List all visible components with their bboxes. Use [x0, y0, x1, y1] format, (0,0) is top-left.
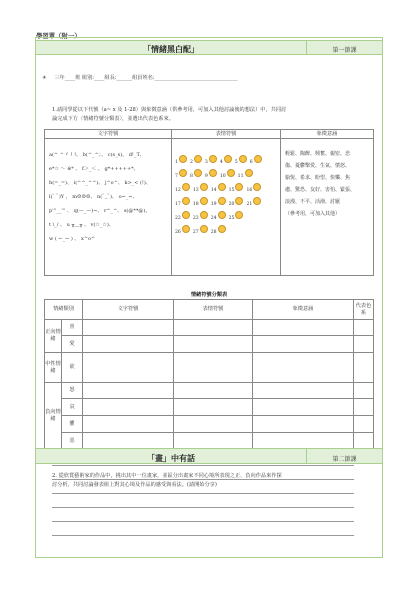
- emoji-number: 18: [192, 202, 199, 207]
- blank-answer-cell[interactable]: [253, 336, 354, 353]
- text-symbol-line: t \_/ 、 u ╥﹏╥ 、 v(☆_☆)、: [49, 222, 114, 228]
- section1-header: [36, 40, 382, 55]
- student-info-line: [42, 75, 238, 82]
- emoji-number: 28: [210, 230, 217, 235]
- emoji-face-icon: [218, 225, 226, 233]
- sun-icon: ☀: [42, 75, 47, 81]
- classification-row: [45, 320, 374, 336]
- emoji-number: 15: [228, 188, 235, 193]
- emoji-number: 14: [210, 188, 217, 193]
- instruction-1-line: 1.請同學從以下代號（a~ x 及 1-28）與象徵意涵（供參考用，可加入其他討論後的想法）中，共同討: [52, 107, 287, 113]
- emoji-number: 24: [210, 216, 217, 221]
- text-symbol-line: l(ﾟ ﾟ)Y 、 m☺☺☺、 n(ﾟ_ﾟ)、 o~_~、: [49, 194, 138, 200]
- meaning-line: 輕鬆、陶醉、興奮、親密、悲: [285, 151, 351, 157]
- blank-answer-cell[interactable]: [253, 383, 354, 399]
- classification-row: [45, 416, 374, 433]
- emoji-row: [175, 148, 278, 165]
- text-symbol-line: h(=_=)、 i(^^_^^)、 j^o^、 k>_< (!)、: [49, 180, 151, 186]
- emoji-number: 10: [219, 174, 226, 179]
- emotion-group-label: 正向情緒: [45, 320, 62, 353]
- emoji-number: 4: [219, 160, 223, 165]
- class-header-category-label: 情緒類別: [53, 306, 74, 312]
- emotion-label: 欲: [62, 353, 83, 383]
- blank-answer-cell[interactable]: [174, 353, 253, 383]
- blank-answer-cell[interactable]: [83, 416, 174, 433]
- class-header-emoji: 表情符號: [174, 300, 253, 320]
- class-header-meaning: 象徵意涵: [253, 300, 354, 320]
- emotion-label: 怒: [62, 383, 83, 399]
- blank-answer-cell[interactable]: [174, 336, 253, 353]
- blank-answer-cell[interactable]: [83, 320, 174, 336]
- emoji-number: 3: [204, 160, 208, 165]
- section2-period: 第二節課: [306, 449, 382, 463]
- section1-title: 「情緒黑白配」: [143, 44, 199, 54]
- emoji-number: 9: [204, 174, 208, 179]
- writing-line[interactable]: [52, 535, 354, 536]
- section2-title: 「畫」中有話: [147, 453, 195, 463]
- classification-row: [45, 383, 374, 399]
- class-header-category: [45, 300, 83, 320]
- instruction-2-line: 2. 從欣賞藝術家的作品中，挑出其中一位畫家，並區分出畫家不同心境所表現之正、負向作品來作探: [52, 473, 282, 479]
- emoji-number: 25: [228, 216, 235, 221]
- text-symbol-line: e*☆ ～ ※* 、 f＞_＜ 、 g*+++++*、: [49, 166, 139, 172]
- emoji-number: 16: [246, 188, 253, 193]
- emoji-number: 12: [175, 188, 181, 193]
- blank-answer-cell[interactable]: [253, 433, 354, 450]
- text-symbol-line: p'''__''' 、 q(—_—)~、 r^_^、 s(@**@)、: [49, 208, 151, 214]
- instruction-2: [52, 472, 382, 490]
- document-label: 學習單（附一）: [36, 32, 81, 40]
- blank-answer-cell[interactable]: [83, 336, 174, 353]
- instruction-2-line: 討分析，共同討論發表組上對其心境及作品的感受與看法。(請開始分享): [52, 482, 217, 488]
- class-header-color: 代表色系: [354, 300, 374, 320]
- blank-answer-cell[interactable]: [354, 353, 374, 383]
- blank-answer-cell[interactable]: [174, 433, 253, 450]
- blank-answer-cell[interactable]: [174, 320, 253, 336]
- blank-answer-cell[interactable]: [83, 399, 174, 416]
- emoji-row: [175, 190, 278, 207]
- blank-answer-cell[interactable]: [83, 433, 174, 450]
- meaning-line: 慮、驚恐、友好、害怕、緊張、: [285, 187, 356, 193]
- section1-period: 第一節課: [306, 41, 382, 54]
- emoji-face-icon: [200, 225, 208, 233]
- text-symbol-line: a(^ ^ゞ ! !、 b(^_^；、 c(s_s)、 d!_T、: [49, 152, 145, 158]
- writing-line[interactable]: [52, 479, 354, 480]
- emoji-row: [175, 218, 278, 235]
- meaning-line: 愉悅、希求、盼望、快樂、焦: [285, 175, 351, 181]
- meaning-line: （參考用，可加入其他）: [285, 211, 341, 217]
- emoji-number: 7: [175, 174, 178, 179]
- blank-answer-cell[interactable]: [174, 399, 253, 416]
- blank-answer-cell[interactable]: [253, 353, 354, 383]
- blank-answer-cell[interactable]: [354, 433, 374, 450]
- blank-answer-cell[interactable]: [83, 353, 174, 383]
- blank-answer-cell[interactable]: [83, 383, 174, 399]
- emotion-label: 喜: [62, 320, 83, 336]
- classification-row: [45, 353, 374, 383]
- classification-row: [45, 336, 374, 353]
- meaning-line: 浪漫、不平、活潑、討厭: [285, 199, 341, 205]
- emoji-face-icon: [235, 211, 243, 219]
- instruction-1-line: 論完成下方〈情緒符號分類表〉，並選出代表色系來。: [52, 116, 174, 122]
- blank-answer-cell[interactable]: [253, 399, 354, 416]
- blank-answer-cell[interactable]: [354, 399, 374, 416]
- emoji-number: 26: [175, 230, 181, 235]
- ref-header-meaning: 象徵意涵: [281, 130, 374, 139]
- emoji-face-icon: [253, 197, 261, 205]
- emoji-number: 22: [175, 216, 181, 221]
- emoji-number: 5: [234, 160, 238, 165]
- ref-header-text: 文字符號: [45, 130, 172, 139]
- ref-header-emoji: 表情符號: [172, 130, 281, 139]
- classification-table-title: 情緒符號分類表: [190, 292, 228, 298]
- emotion-label: 愛: [62, 336, 83, 353]
- emotion-group-label: 負向情緒: [45, 383, 62, 450]
- emoji-number: 21: [246, 202, 253, 207]
- emoji-number: 17: [175, 202, 181, 207]
- meanings-cell: [281, 139, 374, 276]
- text-symbols-cell: [45, 139, 172, 276]
- text-symbol-line: w ( ↼_↼ ) 、 x^o^: [49, 236, 96, 242]
- classification-table: [44, 299, 374, 450]
- writing-line[interactable]: [52, 521, 354, 522]
- class-header-text: 文字符號: [83, 300, 174, 320]
- blank-answer-cell[interactable]: [174, 383, 253, 399]
- writing-line[interactable]: [52, 465, 354, 466]
- blank-answer-cell[interactable]: [253, 416, 354, 433]
- student-info-text: 三年____班 組別:____組長:______組員姓名:________________________________: [54, 75, 238, 81]
- emoji-number: 1: [175, 160, 178, 165]
- emotion-label: 懼: [62, 416, 83, 433]
- emoji-symbols-cell: [172, 139, 281, 276]
- emotion-label: 惡: [62, 433, 83, 450]
- blank-answer-cell[interactable]: [354, 336, 374, 353]
- meaning-line: 傷、憂鬱擊愛、生氣、憤怒、: [285, 163, 351, 169]
- blank-answer-cell[interactable]: [174, 416, 253, 433]
- blank-answer-cell[interactable]: [354, 416, 374, 433]
- emoji-row: [175, 162, 278, 179]
- emoji-number: 8: [189, 174, 193, 179]
- classification-row: [45, 399, 374, 416]
- emoji-number: 11: [237, 174, 244, 179]
- blank-answer-cell[interactable]: [354, 320, 374, 336]
- emoji-number: 13: [192, 188, 199, 193]
- emoji-number: 19: [210, 202, 217, 207]
- emoji-face-icon: [182, 225, 190, 233]
- emotion-group-label: 中性情緒: [45, 353, 62, 383]
- writing-line[interactable]: [52, 493, 354, 494]
- emoji-row: [175, 204, 278, 221]
- blank-answer-cell[interactable]: [354, 383, 374, 399]
- emoji-number: 6: [249, 160, 253, 165]
- emoji-number: 23: [192, 216, 199, 221]
- section2-header: [36, 448, 382, 464]
- emoji-number: 20: [228, 202, 235, 207]
- instruction-1: [52, 107, 382, 123]
- emotion-label: 哀: [62, 399, 83, 416]
- emoji-number: 27: [192, 230, 199, 235]
- emoji-row: [175, 176, 278, 193]
- blank-answer-cell[interactable]: [253, 320, 354, 336]
- writing-line[interactable]: [52, 507, 354, 508]
- classification-row: [45, 433, 374, 450]
- emoji-number: 2: [189, 160, 193, 165]
- reference-table: [44, 129, 374, 276]
